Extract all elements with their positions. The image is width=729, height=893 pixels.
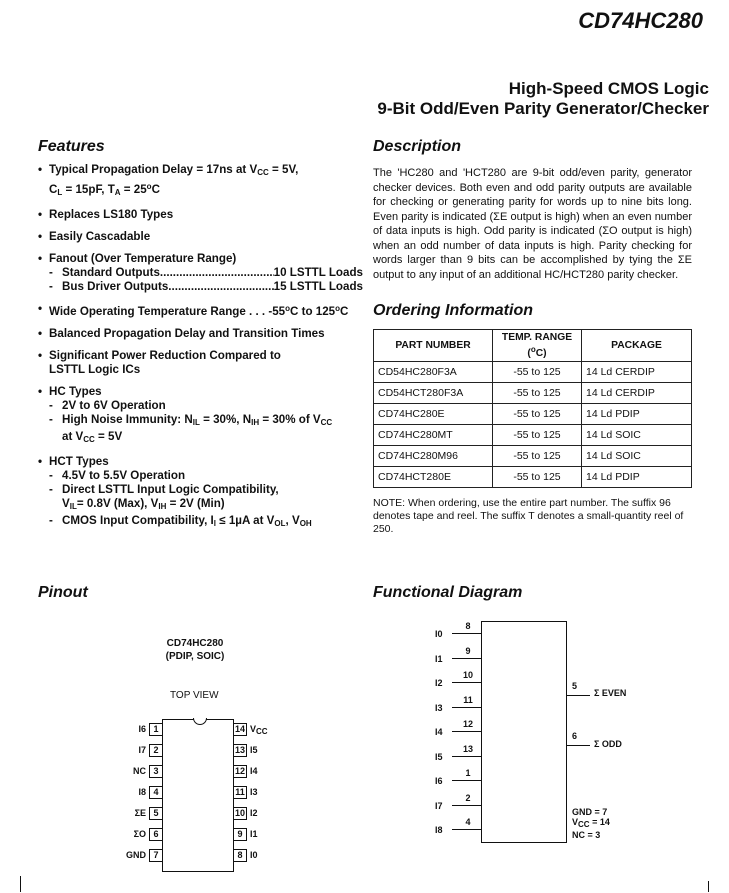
- pin-label-right: $V_{CC}$: [250, 724, 268, 736]
- input-line: [452, 829, 481, 830]
- feature-hc-types: • HC Types - 2V to 6V Operation - High Noise Immunity: $N_{IL} = 30\%$, $N_{IH} = 30\%$ of $V_{CC}$ at $V_{CC} = 5V$: [38, 385, 363, 447]
- ordering-cell-part: CD74HCT280E: [374, 467, 493, 488]
- input-line: [452, 780, 481, 781]
- ordering-cell-temp: -55 to 125: [493, 383, 582, 404]
- pin-label-left: I7: [138, 745, 146, 755]
- right-edge-mark: [708, 881, 709, 892]
- even-output-label: Σ EVEN: [594, 688, 627, 698]
- pin-number-right: 8: [233, 849, 247, 862]
- input-label: I8: [435, 825, 443, 835]
- ordering-heading: Ordering Information: [373, 302, 533, 319]
- pinout-chip-title: CD74HC280 (PDIP, SOIC): [165, 638, 225, 662]
- top-view-label: TOP VIEW: [170, 690, 219, 701]
- pin-label-right: I1: [250, 829, 258, 839]
- pin-number-right: 12: [234, 766, 245, 776]
- col-part-number: PART NUMBER: [374, 330, 493, 362]
- pin-label-right: I4: [250, 766, 258, 776]
- input-line: [452, 707, 481, 708]
- pin-number-right: 11: [233, 786, 247, 799]
- ordering-cell-temp: -55 to 125: [493, 467, 582, 488]
- input-label: I4: [435, 727, 443, 737]
- pin-number-right: 10: [234, 808, 245, 818]
- ordering-note: NOTE: When ordering, use the entire part number. The suffix 96 denotes tape and reel. The suffix T denotes a small-quantity reel of 250.: [373, 497, 684, 535]
- ordering-cell-package: 14 Ld SOIC: [582, 425, 692, 446]
- input-line: [452, 731, 481, 732]
- input-line: [452, 633, 481, 634]
- input-pin-number: 9: [465, 646, 471, 656]
- odd-pin-number: 6: [572, 731, 578, 741]
- input-pin-number: 11: [463, 695, 473, 705]
- input-pin-number: 10: [462, 670, 473, 680]
- features-heading: Features: [38, 138, 105, 155]
- ordering-cell-temp: -55 to 125: [493, 404, 582, 425]
- ordering-cell-package: 14 Ld PDIP: [582, 404, 692, 425]
- pin-number-left: 5: [149, 807, 163, 820]
- ordering-cell-temp: -55 to 125: [493, 425, 582, 446]
- ordering-cell-package: 14 Ld SOIC: [582, 446, 692, 467]
- col-temp-range: TEMP. RANGE ($^o$C): [493, 330, 582, 362]
- ordering-cell-part: CD54HCT280F3A: [374, 383, 493, 404]
- feature-wide-temp: • Wide Operating Temperature Range . . . -55$^o$C to 125$^o$C: [38, 302, 363, 319]
- pin-label-left: I8: [138, 787, 146, 797]
- pin-label-left: ΣE: [134, 808, 146, 818]
- pinout-heading: Pinout: [38, 584, 88, 601]
- left-edge-mark: [20, 876, 21, 892]
- input-pin-number: 13: [462, 744, 473, 754]
- pin-number-left: 3: [149, 765, 163, 778]
- pin-label-left: NC: [133, 766, 146, 776]
- ordering-table: [373, 329, 692, 488]
- pin-label-left: I6: [138, 724, 146, 734]
- input-pin-number: 4: [465, 817, 471, 827]
- input-label: I1: [435, 654, 443, 664]
- title-line-2: 9-Bit Odd/Even Parity Generator/Checker: [377, 99, 709, 118]
- input-label: I5: [435, 752, 443, 762]
- input-label: I2: [435, 678, 443, 688]
- pin-number-left: 4: [149, 786, 163, 799]
- input-line: [452, 682, 481, 683]
- feature-fanout: • Fanout (Over Temperature Range) - Standard Outputs ..... 10 LSTTL Loads - Bus Driver Outputs ..... 15 LSTTL Loads: [38, 252, 363, 294]
- pin-label-right: I0: [250, 850, 258, 860]
- ordering-row: [374, 425, 692, 446]
- ordering-row: [374, 383, 692, 404]
- power-pins-note: GND = 7 $V_{CC} = 14$ NC = 3: [572, 807, 610, 840]
- ic-package-body: [162, 719, 234, 872]
- pin-label-right: I5: [250, 745, 258, 755]
- input-label: I3: [435, 703, 443, 713]
- pin-label-left: GND: [126, 850, 146, 860]
- odd-output-label: Σ ODD: [594, 739, 622, 749]
- odd-output-line: [566, 745, 590, 746]
- input-pin-number: 1: [465, 768, 471, 778]
- feature-power: • Significant Power Reduction Compared to LSTTL Logic ICs: [38, 349, 319, 377]
- ordering-cell-part: CD54HC280F3A: [374, 362, 493, 383]
- ordering-row: [374, 467, 692, 488]
- input-label: I0: [435, 629, 443, 639]
- ordering-row: [374, 362, 692, 383]
- ordering-cell-part: CD74HC280M96: [374, 446, 493, 467]
- pin-label-right: I2: [250, 808, 258, 818]
- pin-number-left: 6: [149, 828, 163, 841]
- input-label: I7: [435, 801, 443, 811]
- ordering-row: [374, 404, 692, 425]
- functional-block: [481, 621, 567, 843]
- input-label: I6: [435, 776, 443, 786]
- pin-number-right: 13: [234, 745, 245, 755]
- even-output-line: [566, 695, 590, 696]
- part-number: CD74HC280: [578, 8, 703, 33]
- ordering-cell-package: 14 Ld CERDIP: [582, 362, 692, 383]
- ordering-cell-part: CD74HC280E: [374, 404, 493, 425]
- description-text: The 'HC280 and 'HCT280 are 9-bit odd/even parity, generator checker devices. Both even and odd parity outputs are available for checking or generating parity for words up to nine bits long. Even parity is indicated (ΣE output is high) when an even number of data inputs is high. Odd parity is indicated (ΣO output is high) when an odd number of data inputs is high. Parity checking for words larger than 9 bits can be accomplished by tying the ΣE output to any input of an additional HC/HCT280 parity checker.: [373, 167, 692, 281]
- feature-propagation-delay: • Typical Propagation Delay = 17ns at $V_{CC} = 5V$, $C_L = 15pF$, $T_A = 25^oC$: [38, 163, 363, 200]
- input-line: [452, 658, 481, 659]
- pin-number-left: 2: [149, 744, 163, 757]
- input-pin-number: 2: [465, 793, 471, 803]
- ordering-row: [374, 446, 692, 467]
- input-pin-number: 12: [462, 719, 473, 729]
- pin-label-left: ΣO: [133, 829, 146, 839]
- ordering-cell-package: 14 Ld CERDIP: [582, 383, 692, 404]
- ordering-header-row: [374, 330, 692, 362]
- pin-number-right: 14: [234, 724, 245, 734]
- pin-number-left: 7: [149, 849, 163, 862]
- even-pin-number: 5: [572, 681, 578, 691]
- features-list: [38, 163, 363, 539]
- input-pin-number: 8: [465, 621, 471, 631]
- ordering-cell-temp: -55 to 125: [493, 446, 582, 467]
- ic-notch: [193, 711, 207, 725]
- feature-replaces: • Replaces LS180 Types: [38, 208, 363, 222]
- input-line: [452, 756, 481, 757]
- feature-cascadable: • Easily Cascadable: [38, 230, 363, 244]
- feature-balanced: • Balanced Propagation Delay and Transition Times: [38, 327, 363, 341]
- title-line-1: High-Speed CMOS Logic: [508, 79, 709, 98]
- pin-number-left: 1: [149, 723, 163, 736]
- functional-heading: Functional Diagram: [373, 584, 523, 601]
- feature-hct-types: • HCT Types - 4.5V to 5.5V Operation - Direct LSTTL Input Logic Compatibility, $V_{IL}= 0.8V$ (Max), $V_{IH} = 2V$ (Min) - CMOS Input Compatibility, $I_l \le 1\mu A$ at $V_{OL}$, $V_{OH}$: [38, 455, 363, 531]
- col-package: PACKAGE: [582, 330, 692, 362]
- description-heading: Description: [373, 138, 462, 155]
- pin-number-right: 9: [233, 828, 247, 841]
- ordering-cell-package: 14 Ld PDIP: [582, 467, 692, 488]
- pin-label-right: I3: [250, 787, 258, 797]
- ordering-cell-temp: -55 to 125: [493, 362, 582, 383]
- ordering-cell-part: CD74HC280MT: [374, 425, 493, 446]
- input-line: [452, 805, 481, 806]
